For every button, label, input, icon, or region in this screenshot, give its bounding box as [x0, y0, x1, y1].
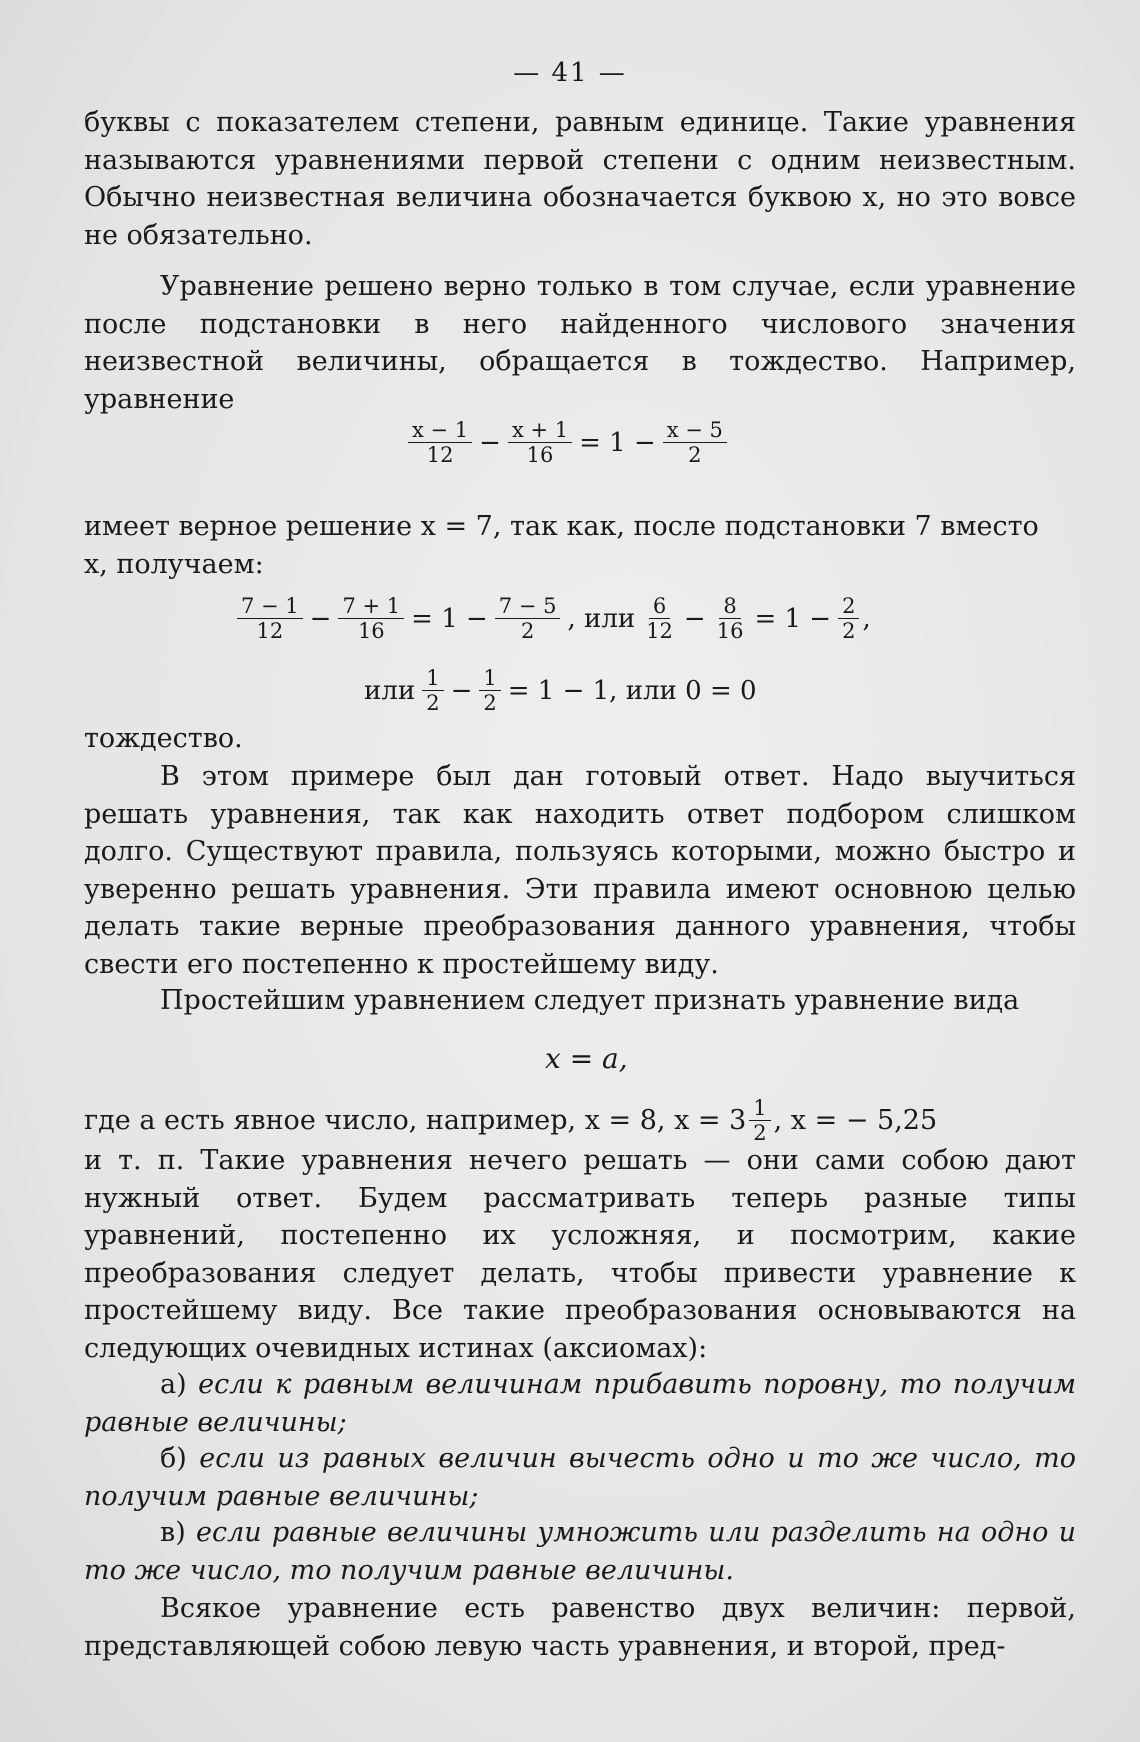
- fraction: [422, 666, 443, 715]
- denominator: 12: [646, 619, 673, 643]
- axiom-c: [84, 1514, 1076, 1589]
- denominator: 2: [426, 691, 440, 715]
- numerator: 8: [719, 594, 740, 619]
- axiom-b: [84, 1440, 1076, 1515]
- paragraph-7-line-1: [84, 1096, 1076, 1145]
- operator: = 1 −: [754, 603, 832, 634]
- numerator: x − 5: [663, 418, 727, 443]
- paragraph-8: Всякое уравнение есть равенство двух величин: первой, представляющей собою левую часть уравнения, и второй, пред-: [84, 1593, 1076, 1662]
- fraction: [749, 1096, 770, 1145]
- text: , x = − 5,25: [773, 1105, 938, 1136]
- paragraph-2: Уравнение решено верно только в том случае, если уравнение после подстановки в него найденного числового значения неизвестной величины, обращается в тождество. Например, уравнение: [84, 271, 1076, 415]
- denominator: 16: [716, 619, 744, 643]
- page-number: — 41 —: [513, 58, 627, 88]
- denominator: 16: [526, 443, 554, 467]
- paragraph-6: Простейшим уравнением следует признать уравнение вида: [160, 985, 1020, 1016]
- operator: = 1 −: [411, 603, 488, 634]
- axiom-text: если к равным величинам прибавить поровну, то получим равные величины;: [84, 1369, 1076, 1438]
- equation-2: [234, 594, 871, 643]
- fraction: [495, 594, 561, 643]
- fraction: [508, 418, 572, 467]
- axiom-a: [84, 1366, 1076, 1441]
- denominator: 2: [842, 619, 856, 643]
- fraction: [338, 594, 404, 643]
- fraction: [479, 666, 500, 715]
- numerator: 2: [838, 594, 859, 619]
- axiom-text: если из равных величин вычесть одно и то же число, то получим равные величины;: [84, 1443, 1076, 1512]
- numerator: 1: [479, 666, 500, 691]
- numerator: 7 + 1: [338, 594, 404, 619]
- fraction: [838, 594, 859, 643]
- numerator: x − 1: [408, 418, 472, 443]
- denominator: 12: [426, 443, 454, 467]
- denominator: 16: [357, 619, 385, 643]
- numerator: 1: [422, 666, 443, 691]
- numerator: 7 − 1: [237, 594, 303, 619]
- numerator: x + 1: [508, 418, 572, 443]
- denominator: 2: [753, 1121, 767, 1145]
- operator: −: [450, 675, 473, 706]
- operator: = 1 −: [579, 427, 656, 458]
- paragraph-4: тождество.: [84, 723, 243, 754]
- separator: , или: [567, 603, 636, 634]
- denominator: 12: [256, 619, 284, 643]
- paragraph-3-line-1: имеет верное решение x = 7, так как, после подстановки 7 вместо: [84, 511, 1039, 542]
- paragraph-3-line-2: x, получаем:: [84, 548, 264, 580]
- axiom-text: если равные величины умножить или разделить на одно и то же число, то получим равные величины.: [84, 1517, 1076, 1586]
- fraction: [663, 418, 727, 467]
- operator: −: [309, 603, 332, 634]
- fraction: [237, 594, 303, 643]
- denominator: 2: [483, 691, 497, 715]
- fraction: [408, 418, 472, 467]
- punctuation: ,: [862, 603, 871, 634]
- denominator: 2: [520, 619, 535, 643]
- fraction: [642, 594, 677, 643]
- paragraph-5: В этом примере был дан готовый ответ. Надо выучиться решать уравнения, так как находить ответ подбором слишком долго. Существуют правила, пользуясь которыми, можно быстро и уверенно решать уравнения. Эти правила имеют основною целью делать такие верные преобразования данного уравнения, чтобы свести его постепенно к простейшему виду.: [84, 761, 1076, 980]
- axiom-label: в): [160, 1517, 186, 1548]
- word: или: [364, 675, 416, 706]
- axiom-label: б): [160, 1443, 187, 1474]
- operator: −: [479, 427, 501, 458]
- denominator: 2: [688, 443, 702, 467]
- numerator: 1: [749, 1096, 770, 1121]
- operator: −: [683, 603, 706, 634]
- paragraph-3: [84, 508, 1076, 583]
- fraction: [713, 594, 748, 643]
- operator: = 1 − 1, или 0 = 0: [507, 675, 757, 706]
- paragraph-7: и т. п. Такие уравнения нечего решать — они сами собою дают нужный ответ. Будем рассматривать теперь разные типы уравнений, постепенно их усложняя, и посмотрим, какие преобразования следует делать, чтобы привести уравнение к простейшему виду. Все такие преобразования основываются на следующих очевидных истинах (аксиомах):: [84, 1145, 1076, 1364]
- paragraph-1: буквы с показателем степени, равным единице. Такие уравнения называются уравнениями первой степени с одним неизвестным. Обычно неизвестная величина обозначается буквою x, но это вовсе не обязательно.: [84, 107, 1076, 251]
- numerator: 6: [649, 594, 670, 619]
- text: где a есть явное число, например, x = 8, x = 3: [84, 1105, 747, 1136]
- equation-1: [405, 418, 730, 467]
- axiom-label: а): [160, 1369, 187, 1400]
- equation-4: x = a,: [545, 1042, 628, 1075]
- equation-3: [360, 666, 761, 715]
- numerator: 7 − 5: [495, 594, 561, 619]
